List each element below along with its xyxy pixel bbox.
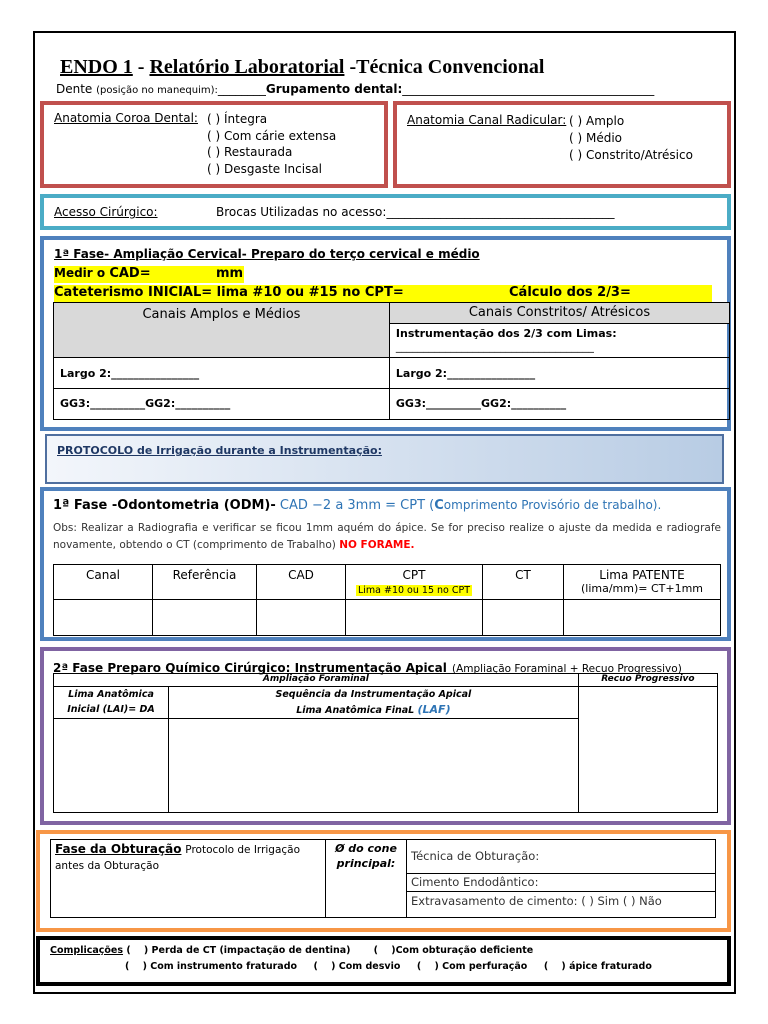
dente-label: Dente [56, 82, 93, 96]
fase1-table [53, 302, 730, 420]
title-sep: - [132, 56, 150, 78]
grupamento-label: Grupamento dental: [265, 82, 403, 96]
title-technique: -Técnica Convencional [344, 56, 545, 78]
col-lima-sub: (lima/mm)= CT+1mm [580, 582, 704, 595]
grupamento-field[interactable]: __________________________________________ [402, 82, 655, 96]
fase-obturacao-label: Fase da Obturação [55, 842, 182, 856]
largo-right-field[interactable]: Largo 2:________________ [395, 367, 536, 380]
seq-label: Sequência da Instrumentação Apical [275, 689, 472, 700]
coroa-option-restaurada[interactable]: ( ) Restaurada [207, 145, 293, 159]
amplos-header [54, 303, 390, 358]
title-endo: ENDO 1 [60, 56, 133, 78]
constritos-cell [389, 303, 729, 358]
medir-label: Medir o [54, 266, 106, 280]
obturacao-section [36, 830, 731, 932]
canal-option-amplo[interactable]: ( ) Amplo [569, 114, 625, 128]
tecnica-cell[interactable] [407, 840, 716, 874]
gg-right-field[interactable]: GG3:__________GG2:__________ [395, 397, 567, 410]
canal-option-constrito[interactable]: ( ) Constrito/Atrésico [569, 148, 693, 162]
instrumentacao-field[interactable]: ____________________________________ [395, 340, 594, 353]
protocolo-label: PROTOCOLO de Irrigação durante a Instrumentação: [57, 444, 382, 457]
instrumentacao-label: Instrumentação dos 2/3 com Limas: [395, 327, 617, 340]
gg-left-cell [54, 389, 390, 420]
fase2-title: 2ª Fase Preparo Químico Cirúrgico: Instrumentação Apical [53, 661, 447, 675]
coroa-option-integra[interactable]: ( ) Íntegra [207, 112, 268, 126]
complicacoes-label: Complicações [50, 945, 124, 956]
laf-abbrev: (LAF) [417, 703, 451, 716]
extravasamento-cell[interactable] [407, 892, 716, 918]
odm-cell-ct[interactable] [483, 600, 564, 636]
calculo-label: Cálculo dos 2/3= [509, 285, 631, 300]
extravasamento-label: Extravasamento de cimento: ( ) Sim ( ) Não [411, 894, 662, 908]
no-forame: NO FORAME. [339, 539, 415, 551]
odm-c: C [434, 498, 444, 513]
col-cpt-sub: Lima #10 ou 15 no CPT [357, 585, 471, 596]
col-cad: CAD [288, 568, 314, 582]
acesso-label: Acesso Cirúrgico: [54, 205, 158, 219]
odm-cpt-desc: omprimento Provisório de trabalho). [443, 498, 662, 512]
cad-label: CAD= [109, 266, 151, 281]
lai-label-1: Lima Anatômica [68, 689, 154, 700]
seq-cell [169, 687, 579, 719]
acesso-section [40, 194, 731, 230]
recuo-cell[interactable] [578, 687, 717, 813]
largo-left-cell [54, 358, 390, 389]
laf-label: Lima Anatômica FinaL [296, 705, 415, 716]
lai-label-2: Inicial (LAI)= DA [67, 704, 155, 715]
col-referencia: Referência [172, 568, 237, 582]
complicacoes-line1[interactable]: ( ) Perda de CT (impactação de dentina) ( )Com obturação deficiente [123, 945, 534, 956]
largo-right-cell [389, 358, 729, 389]
dente-line [56, 82, 654, 96]
title-report: Relatório Laboratorial [149, 56, 345, 78]
col-canal: Canal [85, 568, 121, 582]
coroa-section [40, 101, 388, 188]
cone-label: Ø do cone principal: [335, 842, 397, 870]
odm-cell-canal[interactable] [54, 600, 153, 636]
coroa-option-carie[interactable]: ( ) Com cárie extensa [207, 128, 337, 143]
odm-cell-cad[interactable] [257, 600, 346, 636]
odm-cell-referencia[interactable] [153, 600, 257, 636]
amplos-label: Canais Amplos e Médios [142, 307, 301, 322]
col-lima-patente: Lima PATENTE [599, 568, 685, 582]
fase1-title: 1ª Fase- Ampliação Cervical- Preparo do terço cervical e médio [54, 247, 480, 261]
complicacoes-line2[interactable]: ( ) Com instrumento fraturado ( ) Com desvio ( ) Com perfuração ( ) ápice fraturado [125, 961, 652, 972]
obturacao-table [50, 839, 716, 918]
odm-title: 1ª Fase -Odontometria (ODM)- [53, 498, 276, 513]
odm-section [40, 487, 731, 641]
cimento-cell[interactable] [407, 874, 716, 892]
canal-option-medio[interactable]: ( ) Médio [569, 131, 623, 145]
lai-input-cell[interactable] [54, 719, 169, 813]
dente-note: (posição no manequim): [96, 85, 218, 96]
fase-obturacao-cell [51, 840, 326, 918]
odm-cell-lima[interactable] [564, 600, 721, 636]
complicacoes-section [36, 936, 731, 986]
obturacao-protocolo: Protocolo de Irrigação antes da Obturação [55, 844, 301, 872]
canal-section [393, 101, 731, 188]
ampliacao-header: Ampliação Foraminal [54, 674, 579, 687]
largo-left-field[interactable]: Largo 2:________________ [60, 367, 200, 380]
odm-obs-text: Obs: Realizar a Radiografia e verificar se ficou 1mm aquém do ápice. Se for preciso realize o ajuste da medida e radiografe novamente, obtendo o CT (comprimento de Trabalho) [53, 522, 721, 551]
fase2-note: (Ampliação Foraminal + Recuo Progressivo) [451, 663, 682, 675]
canal-label: Anatomia Canal Radicular: [407, 113, 567, 127]
cone-cell [326, 840, 407, 918]
odm-cell-cpt[interactable] [346, 600, 483, 636]
page-title [60, 56, 544, 79]
cateterismo-row [54, 285, 712, 303]
recuo-header: Recuo Progressivo [578, 674, 717, 687]
brocas-label: Brocas Utilizadas no acesso: [216, 205, 387, 219]
col-ct: CT [515, 568, 531, 582]
coroa-option-desgaste[interactable]: ( ) Desgaste Incisal [207, 161, 323, 176]
coroa-label: Anatomia Coroa Dental: [54, 111, 198, 125]
odm-cad: CAD −2 a 3mm = CPT [279, 498, 426, 513]
protocolo-section [45, 434, 724, 484]
fase2-table [53, 673, 718, 813]
mm-label: mm [216, 266, 244, 281]
fase2-section [40, 647, 731, 825]
lai-cell [54, 687, 169, 719]
dente-field[interactable]: ________ [217, 82, 266, 96]
tecnica-label: Técnica de Obturação: [411, 849, 540, 863]
cimento-label: Cimento Endodântico: [411, 875, 539, 889]
gg-left-field[interactable]: GG3:__________GG2:__________ [60, 397, 231, 410]
gg-right-cell [389, 389, 729, 420]
col-cpt: CPT [402, 568, 426, 582]
medir-cad [54, 266, 244, 283]
brocas-field[interactable]: ______________________________________ [386, 205, 615, 219]
odm-table [53, 564, 721, 636]
seq-input-cell[interactable] [169, 719, 579, 813]
cateterismo-label: Cateterismo INICIAL= lima #10 ou #15 no CPT= [54, 285, 404, 300]
fase1-section [40, 236, 731, 431]
odm-paren: ( [429, 498, 435, 513]
constritos-label: Canais Constritos/ Atrésicos [390, 303, 729, 324]
odm-obs [53, 520, 721, 554]
